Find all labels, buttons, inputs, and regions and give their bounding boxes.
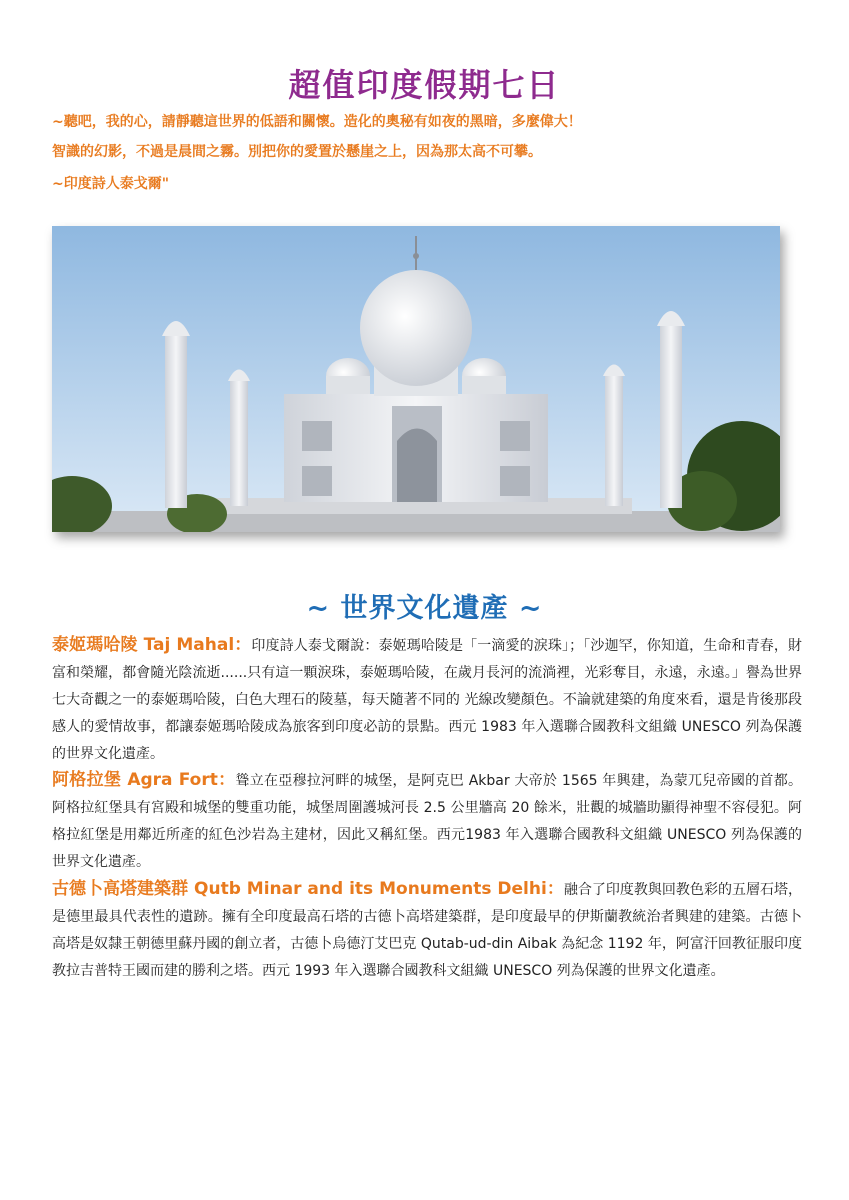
page-title: 超值印度假期七日 — [288, 66, 561, 104]
quote-line-2: 智識的幻影，不過是晨間之霧。別把你的愛置於懸崖之上，因為那太高不可攀。 — [52, 144, 542, 160]
site-description: 聳立在亞穆拉河畔的城堡，是阿克巴 Akbar 大帝於 1565 年興建，為蒙兀兒帝國的首都。阿格拉紅堡具有宮殿和城堡的雙重功能，城堡周圍護城河長 2.5 公里牆高 20 餘米，壯觀的城牆助顯得神聖不容侵犯。阿格拉紅堡是用鄰近所產的紅色沙岩為主建材，因此又稱紅堡。西元1983 年入選聯合國教科文組織 UNESCO 列為保護的世界文化遺產。 — [52, 773, 802, 870]
site-qutb-minar — [52, 876, 802, 985]
site-agra-fort — [52, 767, 802, 876]
site-heading: 泰姬瑪哈陵 Taj Mahal： — [52, 635, 252, 655]
site-description: 印度詩人泰戈爾說：泰姬瑪哈陵是「一滴愛的淚珠」；「沙迦罕，你知道，生命和青春，財富和榮耀，都會隨光陰流逝......只有這一顆淚珠，泰姬瑪哈陵，在歲月長河的流淌裡，光彩奪目，永遠，永遠。」譽為世界七大奇觀之一的泰姬瑪哈陵，白色大理石的陵墓，每天隨著不同的 光線改變顏色。不論就建築的角度來看，還是肯後那段感人的愛情故事，都讓泰姬瑪哈陵成為旅客到印度必訪的景點。西元 1983 年入選聯合國教科文組織 UNESCO 列為保護的世界文化遺產。 — [52, 638, 802, 762]
quote-line-1: ~聽吧，我的心，請靜聽這世界的低語和關懷。造化的奧秘有如夜的黑暗，多麼偉大！ — [52, 114, 582, 130]
site-description: 融合了印度教與回教色彩的五層石塔，是德里最具代表性的遺跡。擁有全印度最高石塔的古德卜高塔建築群，是印度最早的伊斯蘭教統治者興建的建築。古德卜高塔是奴隸王朝德里蘇丹國的創立者，古德卜烏德汀艾巴克 Qutab-ud-din Aibak 為紀念 1192 年，阿富汗回教征服印度教拉吉普特王國而建的勝利之塔。西元 1993 年入選聯合國教科文組織 UNESCO 列為保護的世界文化遺產。 — [52, 882, 803, 979]
site-taj-mahal — [52, 632, 802, 768]
taj-mahal-photo — [52, 226, 780, 532]
site-heading: 阿格拉堡 Agra Fort： — [52, 770, 236, 790]
site-heading: 古德卜高塔建築群 Qutb Minar and its Monuments Delhi： — [52, 879, 564, 899]
section-title: ~ 世界文化遺產 ~ — [306, 593, 543, 624]
quote-attribution: ~印度詩人泰戈爾" — [52, 176, 170, 192]
